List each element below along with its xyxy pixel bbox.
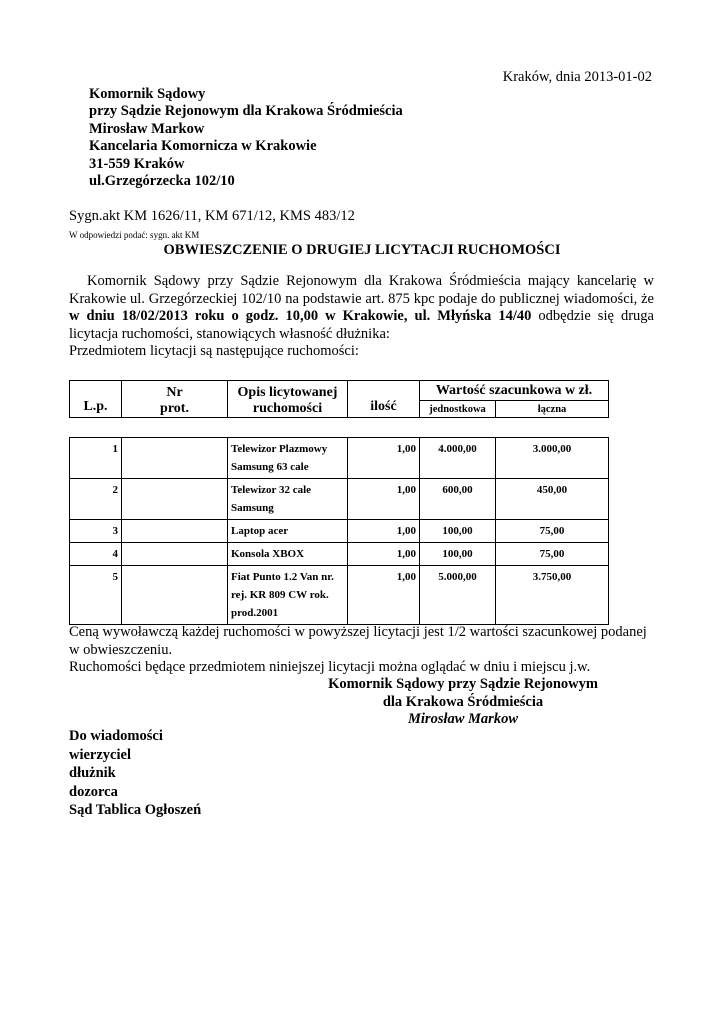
closing-viewing-note: Ruchomości będące przedmiotem niniejszej licytacji można oglądać w dniu i miejscu j.w.: [69, 659, 591, 676]
recipient-item: dłużnik: [69, 765, 116, 781]
item-total-value: 75,00: [496, 543, 609, 566]
item-description: Fiat Punto 1.2 Van nr. rej. KR 809 CW rok. prod.2001: [228, 566, 348, 625]
item-lp: 3: [70, 520, 122, 543]
col-wartosc: Wartość szacunkowa w zł.: [420, 381, 609, 401]
recipient-item: wierzyciel: [69, 746, 131, 763]
col-nr-line2: prot.: [122, 401, 228, 418]
item-unit-value: 100,00: [420, 520, 496, 543]
table-row: [70, 543, 609, 566]
item-quantity: 1,00: [348, 566, 420, 625]
item-quantity: 1,00: [348, 543, 420, 566]
signature-line1: Komornik Sądowy przy Sądzie Rejonowym: [328, 676, 598, 692]
col-lp: L.p.: [70, 381, 122, 418]
sender-line: przy Sądzie Rejonowym dla Krakowa Śródmieścia: [89, 103, 403, 120]
intro-paragraph: [69, 273, 654, 343]
item-nr: [122, 479, 228, 520]
item-nr: [122, 520, 228, 543]
place-date: Kraków, dnia 2013-01-02: [502, 69, 652, 85]
item-total-value: 3.750,00: [496, 566, 609, 625]
recipient-item: Do wiadomości: [69, 728, 163, 744]
col-ilosc: ilość: [348, 381, 420, 418]
signature-line2: dla Krakowa Śródmieścia: [382, 693, 544, 710]
item-total-value: 75,00: [496, 520, 609, 543]
col-jednostkowa: jednostkowa: [420, 401, 496, 418]
intro-part2: odbędzie się druga licytacja ruchomości, stanowiących własność dłużnika:: [69, 308, 654, 342]
signature-block: [300, 676, 626, 729]
intro-line2: Przedmiotem licytacji są następujące ruchomości:: [69, 343, 359, 360]
item-lp: 4: [70, 543, 122, 566]
sender-line: Komornik Sądowy: [89, 86, 206, 102]
sender-line: Kancelaria Komornicza w Krakowie: [89, 138, 317, 155]
item-description: Telewizor 32 cale Samsung: [228, 479, 348, 520]
item-description: Laptop acer: [228, 520, 348, 543]
item-unit-value: 100,00: [420, 543, 496, 566]
table-row: [70, 566, 609, 625]
item-lp: 1: [70, 438, 122, 479]
table-row: [70, 438, 609, 479]
intro-text: [69, 273, 654, 361]
col-laczna: łączna: [496, 401, 609, 418]
case-reference: Sygn.akt KM 1626/11, KM 671/12, KMS 483/12: [69, 208, 355, 224]
item-total-value: 3.000,00: [496, 438, 609, 479]
col-nr-line1: Nr: [122, 381, 228, 401]
item-description: Konsola XBOX: [228, 543, 348, 566]
items-table: [69, 437, 609, 625]
col-opis-line1: Opis licytowanej: [228, 381, 348, 401]
item-unit-value: 4.000,00: [420, 438, 496, 479]
table-row: [70, 520, 609, 543]
col-opis-line2: ruchomości: [228, 401, 348, 418]
auction-date-location: w dniu 18/02/2013 roku o godz. 10,00 w Krakowie, ul. Młyńska 14/40: [69, 308, 532, 325]
item-total-value: 450,00: [496, 479, 609, 520]
recipient-item: Sąd Tablica Ogłoszeń: [69, 802, 202, 818]
item-lp: 2: [70, 479, 122, 520]
item-nr: [122, 543, 228, 566]
items-table-header: [69, 380, 609, 418]
closing-price-note: Ceną wywoławczą każdej ruchomości w powyższej licytacji jest 1/2 wartości szacunkowej podanej w obwieszczeniu.: [69, 624, 647, 658]
item-quantity: 1,00: [348, 479, 420, 520]
intro-part1: Komornik Sądowy przy Sądzie Rejonowym dla Krakowa Śródmieścia mający kancelarię w Krakowie ul. Grzegórzeckiej 102/10 na podstawie art. 875 kpc podaje do publicznej wiadomości, że: [69, 273, 654, 307]
table-row: [70, 479, 609, 520]
item-lp: 5: [70, 566, 122, 625]
item-quantity: 1,00: [348, 520, 420, 543]
sender-line: ul.Grzegórzecka 102/10: [89, 173, 235, 190]
sender-line: 31-559 Kraków: [89, 155, 185, 172]
recipient-item: dozorca: [69, 783, 118, 800]
recipients-list: [69, 727, 201, 820]
sender-block: [89, 86, 403, 190]
closing-text: [69, 624, 654, 677]
item-quantity: 1,00: [348, 438, 420, 479]
item-nr: [122, 438, 228, 479]
item-unit-value: 5.000,00: [420, 566, 496, 625]
reply-note: W odpowiedzi podać: sygn. akt KM: [69, 230, 200, 240]
item-description: Telewizor Plazmowy Samsung 63 cale: [228, 438, 348, 479]
document-title: OBWIESZCZENIE O DRUGIEJ LICYTACJI RUCHOMOŚCI: [163, 242, 561, 258]
sender-line: Mirosław Markow: [89, 120, 205, 137]
item-unit-value: 600,00: [420, 479, 496, 520]
item-nr: [122, 566, 228, 625]
signature-name: Mirosław Markow: [408, 711, 518, 728]
